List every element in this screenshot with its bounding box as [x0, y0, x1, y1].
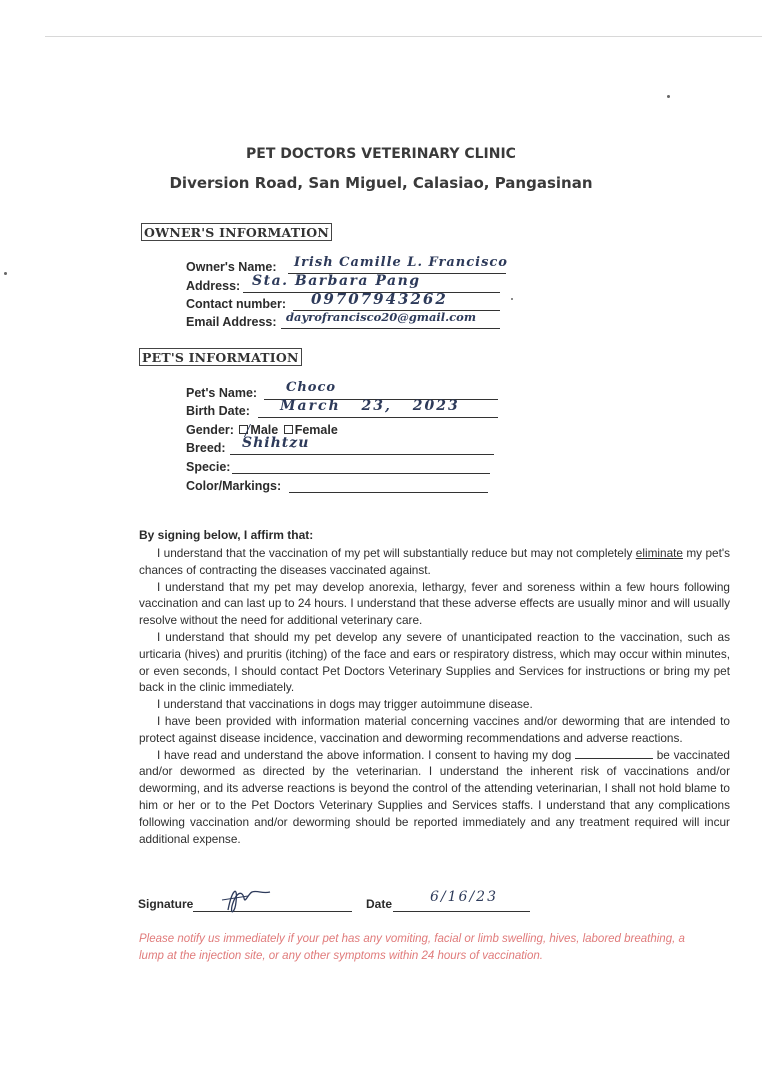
pet-breed-label: Breed: — [186, 441, 226, 455]
gender-male-label: Male — [250, 423, 279, 437]
date-label: Date — [366, 897, 393, 911]
affirmation-underlined-word: eliminate — [635, 546, 683, 560]
scan-speck — [667, 95, 670, 98]
dog-name-blank[interactable] — [575, 748, 653, 759]
pet-birthdate-row[interactable] — [186, 398, 516, 420]
pet-name-label: Pet's Name: — [186, 386, 258, 400]
handwritten-signature — [218, 880, 278, 920]
scan-edge-line — [45, 36, 762, 37]
pet-color-row[interactable] — [186, 477, 516, 495]
date-value: 6/16/23 — [430, 889, 498, 905]
owner-email-label: Email Address: — [186, 315, 277, 329]
aftercare-notice: Please notify us immediately if your pet has any vomiting, facial or limb swelling, hives, labored breathing, a lump at the injection site, or any other symptoms within 24 hours of vaccination. — [139, 933, 685, 962]
affirmation-paragraph — [139, 545, 730, 579]
pet-birthdate-label: Birth Date: — [186, 404, 250, 418]
affirmation-text: my pet's chances of contracting the diseases vaccinated against. — [139, 546, 731, 577]
owner-name-value: Irish Camille L. Francisco — [294, 255, 508, 270]
affirmation-text: I understand that the vaccination of my pet will substantially reduce but may not completely — [157, 546, 633, 560]
affirmation-paragraph: I understand that should my pet develop any severe of unanticipated reaction to the vaccination, such as urticaria (hives) and pruritis (itching) of the face and ears or respiratory distress, which may occur within minutes, or even seconds, I should contact Pet Doctors Veterinary Supplies and Services for instructions or bring my pet back in the clinic immediately. — [139, 629, 730, 695]
pet-breed-line — [230, 454, 494, 455]
affirmation-paragraph: I understand that vaccinations in dogs may trigger autoimmune disease. — [157, 697, 533, 712]
owner-email-value: dayrofrancisco20@gmail.com — [286, 310, 476, 324]
scan-speck — [4, 272, 7, 275]
owner-contact-value: 09707943262 — [311, 290, 448, 308]
affirmation-paragraph: I understand that my pet may develop anorexia, lethargy, fever and soreness within a few hours following vaccination and can last up to 24 hours. I understand that these adverse effects are usually minor and will usually resolve without the need for additional veterinary care. — [139, 579, 730, 628]
pet-birthdate-value: March 23, 2023 — [280, 398, 460, 414]
affirmation-body — [139, 545, 730, 847]
pet-color-label: Color/Markings: — [186, 479, 282, 493]
pet-breed-row[interactable] — [186, 435, 516, 457]
pet-gender-label: Gender: — [186, 423, 234, 437]
affirmation-paragraph: I have been provided with information material concerning vaccines and/or deworming that are intended to protect against disease incidence, vaccination and deworming recommendations and adverse reactions. — [139, 713, 730, 745]
clinic-name: PET DOCTORS VETERINARY CLINIC — [246, 146, 516, 162]
gender-female-checkbox[interactable] — [284, 425, 293, 434]
owner-contact-label: Contact number: — [186, 297, 286, 311]
pet-specie-line — [232, 473, 490, 474]
owner-address-value: Sta. Barbara Pang — [252, 273, 421, 289]
owner-name-label: Owner's Name: — [186, 260, 277, 274]
pet-birthdate-line — [258, 417, 498, 418]
clinic-address: Diversion Road, San Miguel, Calasiao, Pangasinan — [169, 174, 593, 192]
owner-section-title: OWNER'S INFORMATION — [141, 223, 332, 241]
signature-label: Signature — [138, 897, 194, 911]
owner-email-line — [281, 328, 500, 329]
affirmation-paragraph — [139, 747, 730, 848]
gender-female-label: Female — [294, 423, 338, 437]
pet-specie-label: Specie: — [186, 460, 231, 474]
affirmation-text: be vaccinated and/or dewormed as directed by the veterinarian. I understand the inherent risk of vaccinations and/or deworming, and its adverse reactions is beyond the control of the attending veterinarian, I shall not hold blame to him or her or to the Pet Doctors Veterinary Supplies and Services staffs. I understand that any complications following vaccination and/or deworming should be reported immediately and any treatment required will incur additional expense. — [139, 747, 730, 846]
pet-specie-row[interactable] — [186, 458, 516, 476]
affirmation-heading: By signing below, I affirm that: — [139, 528, 314, 542]
owner-address-label: Address: — [186, 279, 241, 293]
pet-name-value: Choco — [286, 380, 337, 395]
date-line[interactable] — [393, 911, 530, 912]
pet-breed-value: Shihtzu — [242, 435, 310, 451]
pet-color-line — [289, 492, 488, 493]
affirmation-text: I have read and understand the above information. I consent to having my dog — [157, 747, 572, 762]
owner-email-row[interactable] — [186, 310, 516, 331]
pet-section-title: PET'S INFORMATION — [139, 348, 302, 366]
